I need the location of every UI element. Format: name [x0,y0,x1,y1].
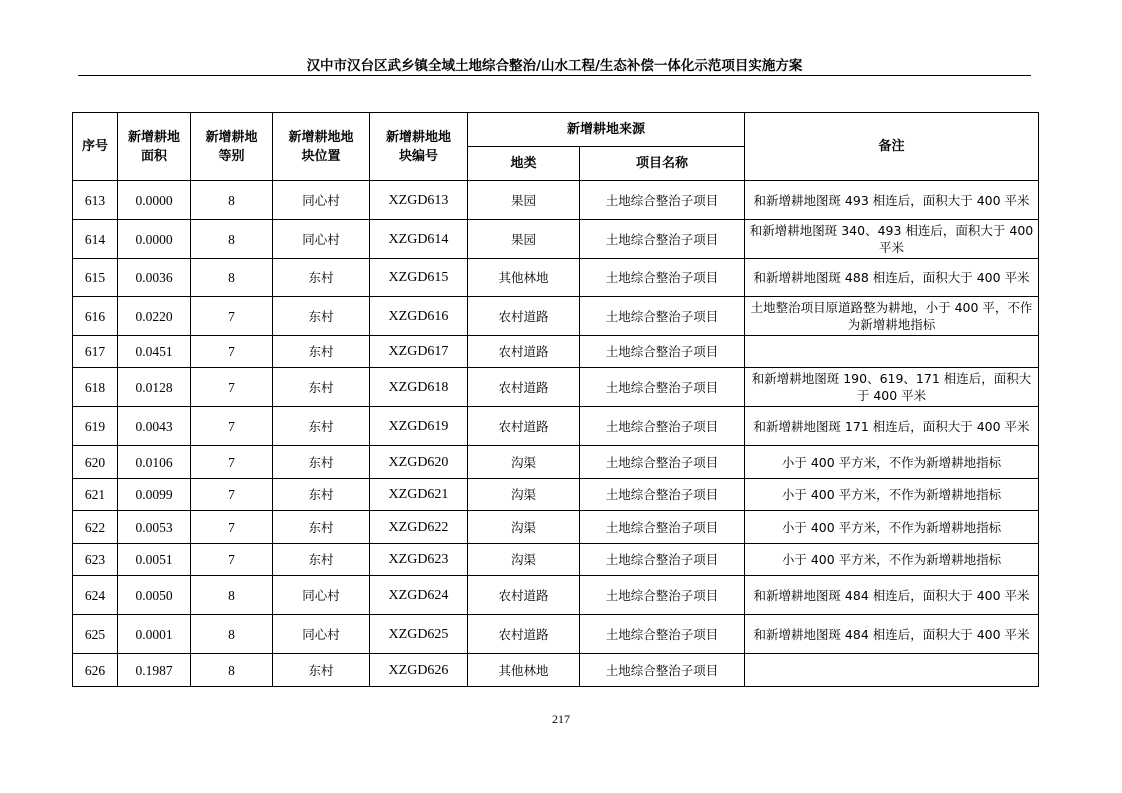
cell-code: XZGD624 [370,576,468,615]
cell-location: 东村 [273,407,370,446]
col-header-project-name: 项目名称 [580,147,745,181]
cell-code: XZGD625 [370,615,468,654]
col-header-location-text: 新增耕地地块位置 [288,129,354,164]
cell-code: XZGD618 [370,368,468,407]
col-header-code-text: 新增耕地地块编号 [386,129,452,164]
cell-remark: 和新增耕地图斑 488 相连后，面积大于 400 平米 [745,259,1039,297]
cell-land-type: 农村道路 [468,615,580,654]
table-row [73,615,1039,654]
cell-seq: 622 [73,511,118,544]
cell-remark: 和新增耕地图斑 340、493 相连后，面积大于 400 平米 [745,220,1039,259]
cell-code: XZGD613 [370,181,468,220]
cell-remark: 小于 400 平方米，不作为新增耕地指标 [745,479,1039,511]
cell-area: 0.1987 [118,654,191,687]
cell-grade: 7 [191,446,273,479]
table-row [73,407,1039,446]
cell-grade: 8 [191,220,273,259]
cell-code: XZGD619 [370,407,468,446]
cell-area: 0.0053 [118,511,191,544]
cell-project-name: 土地综合整治子项目 [580,654,745,687]
cell-seq: 617 [73,336,118,368]
cell-grade: 7 [191,368,273,407]
cell-code: XZGD614 [370,220,468,259]
cell-remark [745,336,1039,368]
cell-project-name: 土地综合整治子项目 [580,368,745,407]
cell-area: 0.0043 [118,407,191,446]
cell-area: 0.0128 [118,368,191,407]
col-header-seq: 序号 [73,113,118,181]
table-row [73,479,1039,511]
cell-project-name: 土地综合整治子项目 [580,220,745,259]
cell-land-type: 沟渠 [468,511,580,544]
cell-remark: 小于 400 平方米，不作为新增耕地指标 [745,544,1039,576]
cell-land-type: 果园 [468,220,580,259]
cell-area: 0.0106 [118,446,191,479]
col-header-grade [191,113,273,181]
cell-area: 0.0099 [118,479,191,511]
cell-grade: 7 [191,336,273,368]
cell-code: XZGD616 [370,297,468,336]
cell-project-name: 土地综合整治子项目 [580,181,745,220]
table-row [73,259,1039,297]
table-row [73,336,1039,368]
cell-seq: 624 [73,576,118,615]
cell-remark: 土地整治项目原道路整为耕地，小于 400 平，不作为新增耕地指标 [745,297,1039,336]
table-row [73,544,1039,576]
cell-seq: 614 [73,220,118,259]
cell-remark: 小于 400 平方米，不作为新增耕地指标 [745,446,1039,479]
col-header-location [273,113,370,181]
cell-location: 同心村 [273,220,370,259]
cell-area: 0.0000 [118,220,191,259]
cell-location: 东村 [273,297,370,336]
table-row [73,220,1039,259]
new-farmland-table [72,112,1039,687]
table-row [73,181,1039,220]
cell-location: 东村 [273,368,370,407]
cell-remark [745,654,1039,687]
cell-land-type: 农村道路 [468,576,580,615]
cell-area: 0.0451 [118,336,191,368]
cell-grade: 8 [191,654,273,687]
table-row [73,297,1039,336]
table-body [73,181,1039,687]
cell-land-type: 沟渠 [468,479,580,511]
cell-remark: 和新增耕地图斑 190、619、171 相连后，面积大于 400 平米 [745,368,1039,407]
cell-location: 东村 [273,654,370,687]
document-header-title: 汉中市汉台区武乡镇全域土地综合整治/山水工程/生态补偿一体化示范项目实施方案 [78,58,1031,76]
cell-area: 0.0036 [118,259,191,297]
cell-grade: 7 [191,511,273,544]
header-row-top [73,113,1039,147]
cell-code: XZGD626 [370,654,468,687]
cell-seq: 618 [73,368,118,407]
cell-grade: 8 [191,259,273,297]
cell-location: 东村 [273,544,370,576]
cell-location: 同心村 [273,576,370,615]
table-row [73,511,1039,544]
cell-seq: 623 [73,544,118,576]
col-header-source: 新增耕地来源 [468,113,745,147]
cell-area: 0.0051 [118,544,191,576]
cell-grade: 7 [191,297,273,336]
cell-area: 0.0000 [118,181,191,220]
col-header-grade-text: 新增耕地等别 [205,129,258,164]
cell-seq: 621 [73,479,118,511]
cell-land-type: 农村道路 [468,297,580,336]
cell-remark: 和新增耕地图斑 493 相连后，面积大于 400 平米 [745,181,1039,220]
cell-seq: 626 [73,654,118,687]
cell-location: 东村 [273,336,370,368]
cell-land-type: 其他林地 [468,654,580,687]
cell-grade: 8 [191,576,273,615]
col-header-area [118,113,191,181]
cell-remark: 和新增耕地图斑 484 相连后，面积大于 400 平米 [745,576,1039,615]
cell-grade: 8 [191,615,273,654]
cell-land-type: 农村道路 [468,336,580,368]
cell-location: 东村 [273,479,370,511]
cell-location: 同心村 [273,615,370,654]
cell-location: 东村 [273,446,370,479]
cell-code: XZGD623 [370,544,468,576]
cell-project-name: 土地综合整治子项目 [580,511,745,544]
cell-project-name: 土地综合整治子项目 [580,336,745,368]
cell-code: XZGD621 [370,479,468,511]
cell-remark: 小于 400 平方米，不作为新增耕地指标 [745,511,1039,544]
cell-grade: 8 [191,181,273,220]
cell-project-name: 土地综合整治子项目 [580,259,745,297]
cell-location: 东村 [273,511,370,544]
cell-land-type: 农村道路 [468,368,580,407]
cell-seq: 616 [73,297,118,336]
table-row [73,576,1039,615]
col-header-remark: 备注 [745,113,1039,181]
cell-grade: 7 [191,407,273,446]
cell-remark: 和新增耕地图斑 171 相连后，面积大于 400 平米 [745,407,1039,446]
table-row [73,654,1039,687]
table-row [73,368,1039,407]
cell-code: XZGD620 [370,446,468,479]
cell-project-name: 土地综合整治子项目 [580,446,745,479]
cell-land-type: 农村道路 [468,407,580,446]
cell-project-name: 土地综合整治子项目 [580,544,745,576]
cell-land-type: 沟渠 [468,446,580,479]
cell-project-name: 土地综合整治子项目 [580,297,745,336]
cell-project-name: 土地综合整治子项目 [580,407,745,446]
table-row [73,446,1039,479]
cell-land-type: 其他林地 [468,259,580,297]
cell-grade: 7 [191,544,273,576]
cell-project-name: 土地综合整治子项目 [580,615,745,654]
cell-remark: 和新增耕地图斑 484 相连后，面积大于 400 平米 [745,615,1039,654]
cell-location: 同心村 [273,181,370,220]
cell-land-type: 沟渠 [468,544,580,576]
cell-seq: 615 [73,259,118,297]
cell-location: 东村 [273,259,370,297]
cell-area: 0.0220 [118,297,191,336]
cell-code: XZGD615 [370,259,468,297]
cell-code: XZGD617 [370,336,468,368]
col-header-land-type: 地类 [468,147,580,181]
cell-code: XZGD622 [370,511,468,544]
page-number: 217 [552,712,570,726]
cell-project-name: 土地综合整治子项目 [580,576,745,615]
cell-grade: 7 [191,479,273,511]
cell-area: 0.0001 [118,615,191,654]
col-header-area-text: 新增耕地面积 [128,129,181,164]
cell-seq: 625 [73,615,118,654]
cell-project-name: 土地综合整治子项目 [580,479,745,511]
cell-area: 0.0050 [118,576,191,615]
cell-seq: 620 [73,446,118,479]
col-header-code [370,113,468,181]
cell-seq: 619 [73,407,118,446]
cell-land-type: 果园 [468,181,580,220]
cell-seq: 613 [73,181,118,220]
